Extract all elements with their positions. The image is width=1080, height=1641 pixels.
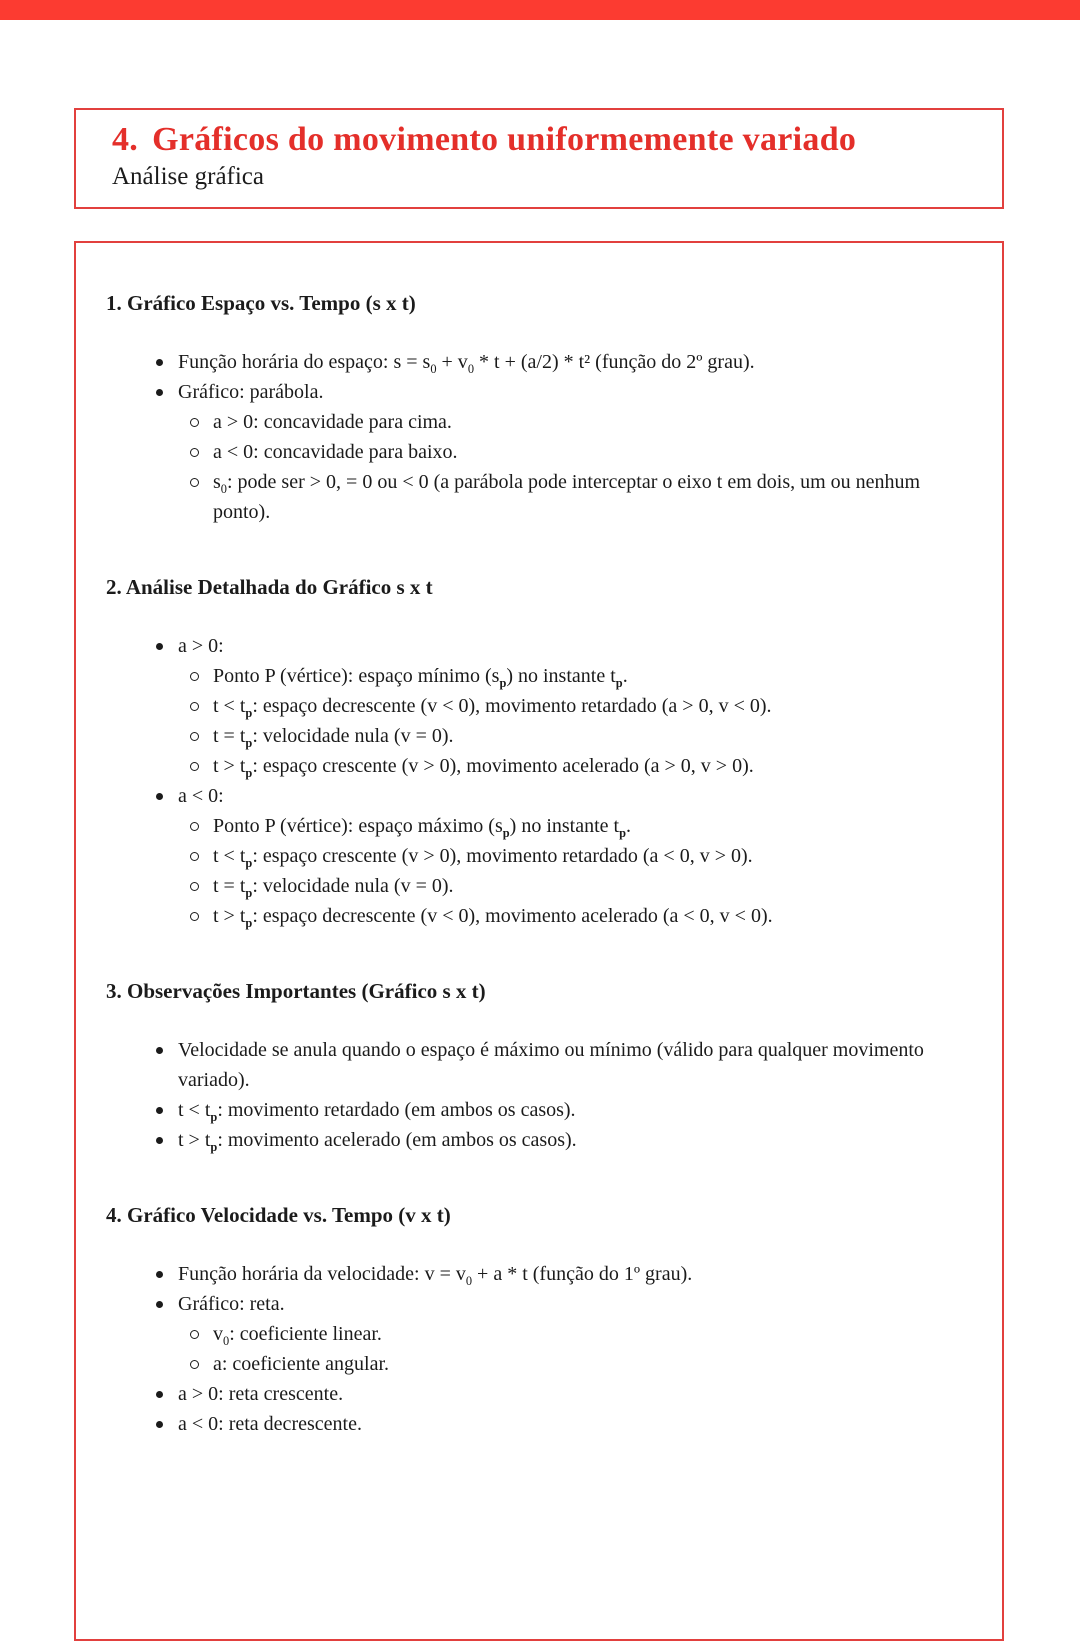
page-title-text: Gráficos do movimento uniformemente variado [152,121,857,158]
list-item [106,781,960,811]
section-heading: 2. Análise Detalhada do Gráfico s x t [106,575,433,599]
list-item-text: Velocidade se anula quando o espaço é máximo ou mínimo (válido para qualquer movimento variado). [178,1039,924,1091]
list-item-text: $t > t_p$: movimento acelerado (em ambos os casos). [178,1129,577,1154]
list-item-text: Ponto P (vértice): espaço mínimo $(s_p)$ no instante $t_p$. [213,665,628,690]
circle-bullet-icon [190,1330,199,1339]
list-item [106,691,960,721]
list-item [106,467,960,527]
dot-bullet-icon [156,1421,163,1428]
list-item-text: a < 0: [178,785,224,807]
circle-bullet-icon [190,882,199,891]
list-item-text: $t = t_p$: velocidade nula (v = 0). [213,725,454,750]
header-box [74,108,1004,209]
list-item [106,1349,960,1379]
list-item-text: $t = t_p$: velocidade nula (v = 0). [213,875,454,900]
list-item [106,751,960,781]
list-item-text: a < 0: reta decrescente. [178,1413,362,1435]
list-item [106,347,960,377]
section-list [106,1259,960,1439]
list-item [106,1409,960,1439]
list-item [106,437,960,467]
dot-bullet-icon [156,389,163,396]
list-item-text: Função horária do espaço: $s = s_0 + v_0 * t + (a/2) * t^2$ (função do 2º grau). [178,351,755,376]
section-heading: 4. Gráfico Velocidade vs. Tempo (v x t) [106,1203,451,1227]
list-item [106,1379,960,1409]
list-item [106,841,960,871]
dot-bullet-icon [156,793,163,800]
circle-bullet-icon [190,762,199,771]
circle-bullet-icon [190,912,199,921]
content-box [74,241,1004,1641]
list-item-text: Gráfico: reta. [178,1293,285,1315]
circle-bullet-icon [190,732,199,741]
list-item-text: a > 0: [178,635,224,657]
list-item-text: $t > t_p$: espaço decrescente (v < 0), movimento acelerado (a < 0, v < 0). [213,905,773,930]
list-item [106,1095,960,1125]
dot-bullet-icon [156,1107,163,1114]
page-title [112,119,982,161]
list-item-text: a > 0: concavidade para cima. [213,411,452,433]
circle-bullet-icon [190,1360,199,1369]
list-item [106,631,960,661]
list-item-text: a: coeficiente angular. [213,1353,390,1375]
dot-bullet-icon [156,1271,163,1278]
list-item-text: $t > t_p$: espaço crescente (v > 0), movimento acelerado (a > 0, v > 0). [213,755,754,780]
section-heading: 3. Observações Importantes (Gráfico s x t) [106,979,486,1003]
list-item [106,721,960,751]
circle-bullet-icon [190,672,199,681]
section-heading: 1. Gráfico Espaço vs. Tempo (s x t) [106,291,416,315]
list-item-text: a > 0: reta crescente. [178,1383,344,1405]
list-item-text: $v_0$: coeficiente linear. [213,1323,382,1348]
list-item-text: Gráfico: parábola. [178,381,324,403]
list-item-text: $t < t_p$: movimento retardado (em ambos os casos). [178,1099,576,1124]
list-item-text: Função horária da velocidade: $v = v_0 + a * t$ (função do 1º grau). [178,1263,693,1288]
dot-bullet-icon [156,643,163,650]
list-item [106,377,960,407]
dot-bullet-icon [156,1047,163,1054]
top-accent-bar [0,0,1080,20]
circle-bullet-icon [190,418,199,427]
circle-bullet-icon [190,478,199,487]
list-item-text: Ponto P (vértice): espaço máximo $(s_p)$ no instante $t_p$. [213,815,631,840]
section-list [106,347,960,527]
section-list [106,631,960,931]
circle-bullet-icon [190,852,199,861]
list-item [106,811,960,841]
circle-bullet-icon [190,448,199,457]
list-item [106,407,960,437]
list-item [106,1259,960,1289]
circle-bullet-icon [190,702,199,711]
circle-bullet-icon [190,822,199,831]
section-list [106,1035,960,1155]
page-title-number: 4. [112,121,139,158]
list-item [106,1035,960,1095]
list-item [106,1125,960,1155]
dot-bullet-icon [156,1301,163,1308]
list-item-text: a < 0: concavidade para baixo. [213,441,458,463]
dot-bullet-icon [156,1137,163,1144]
list-item [106,661,960,691]
list-item [106,871,960,901]
list-item-text: $s_0$: pode ser > 0, = 0 ou < 0 (a parábola pode interceptar o eixo t em dois, um ou nenhum ponto). [213,471,921,523]
dot-bullet-icon [156,1391,163,1398]
list-item-text: $t < t_p$: espaço decrescente (v < 0), movimento retardado (a > 0, v < 0). [213,695,772,720]
content-sections [106,289,960,1439]
page-subtitle: Análise gráfica [112,163,265,190]
list-item [106,1319,960,1349]
list-item-text: $t < t_p$: espaço crescente (v > 0), movimento retardado (a < 0, v > 0). [213,845,753,870]
list-item [106,901,960,931]
dot-bullet-icon [156,359,163,366]
list-item [106,1289,960,1319]
